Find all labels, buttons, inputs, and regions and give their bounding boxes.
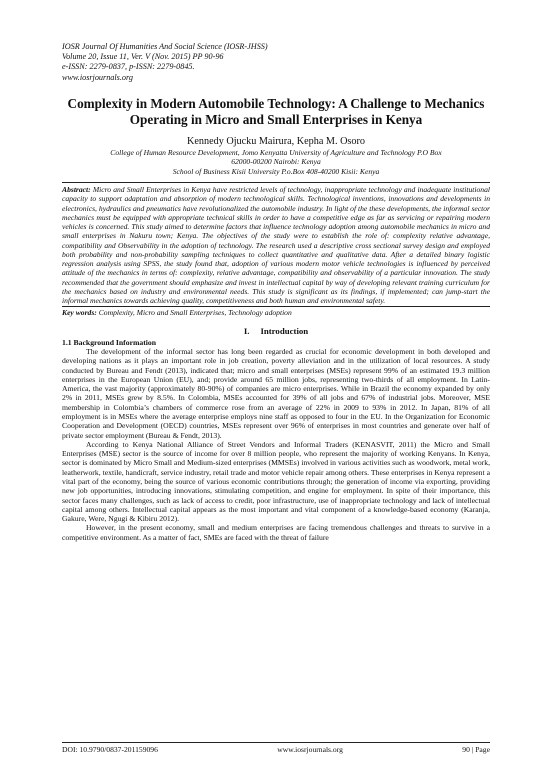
footer-doi[interactable]: DOI: 10.9790/0837-201159096 bbox=[62, 745, 158, 754]
affiliation-line: 62000-00200 Nairobi: Kenya bbox=[231, 157, 321, 167]
page-footer bbox=[62, 742, 490, 754]
section-heading bbox=[62, 326, 490, 336]
abstract bbox=[62, 185, 490, 305]
keywords-text: Complexity, Micro and Small Enterprises, Technology adoption bbox=[98, 308, 292, 318]
keywords bbox=[62, 308, 490, 318]
journal-name: IOSR Journal Of Humanities And Social Science (IOSR-JHSS) bbox=[62, 42, 268, 51]
affiliation-line: School of Business Kisii University P.o.Box 408-40200 Kisii: Kenya bbox=[172, 166, 380, 176]
abstract-label: Abstract: bbox=[62, 185, 91, 195]
section-title: Introduction bbox=[260, 325, 309, 336]
abstract-text: Micro and Small Enterprises in Kenya have restricted levels of technology, inappropriate technology and inadequate institutional capacity to support adaptation and absorption of modern technological skills. Technological inventions, innovations and developments in electronics, hydraulics and pneumatics have revolutionalized the automobile industry. In light of the these developments, the informal sector mechanics must be equipped with appropriate technical skills in order to have a competitive edge as far as servicing or repairing modern vehicles is concerned. This study aimed to determine factors that influence technology adoption among automobile mechanics in micro and small enterprises in Nakuru town; Kenya. The objectives of the study were to establish the role of: complexity relative advantage, compatibility and Observability in the adoption of technology. The research used a descriptive cross sectional survey design and employed both probability and non-probability sampling techniques to collect quantitative and qualitative data. After a detailed binary logistic regression analysis using SPSS, the study found that, adoption of various modern motor vehicle technologies is influenced by perceived attitude of the mechanics in terms of: complexity, relative advantage, compatibility and observability of a particular innovation. The study recommended that the government should emphasize and invest in intellectual capital by way of developing relevant training curriculum for the mechanics based on industry and environmental needs. This study is significant as its findings, if implemented; can jump-start the informal mechanics towards achieving quality, competitiveness and both human and environmental safety. bbox=[62, 185, 491, 306]
footer-site[interactable]: www.iosrjournals.org bbox=[277, 745, 343, 754]
paper-title: Complexity in Modern Automobile Technology: A Challenge to Mechanics Operating in Micro and Small Enterprises in Kenya bbox=[67, 95, 485, 127]
footer-page-number: 90 | Page bbox=[462, 745, 490, 754]
body-paragraph: The development of the informal sector has long been regarded as crucial for economic development in both developed and developing nations as it plays an important role in job creation, poverty alleviation and in the utilization of local resources. A study conducted by Bureau and Fendt (2013), indicated that; micro and small enterprises (MSEs) represent 99% of an estimated 19.3 million enterprises in the European Union (EU), and; provide around 65 million jobs, representing two-thirds of all employment. In Latin-America, the vast majority (approximately 80-90%) of companies are micro enterprises. While in Brazil the economy expanded by only 2% in 2011, MSEs grew by 8.5%. In Colombia, MSEs accounted for 39% of all jobs and 67% of industrial jobs. Moreover, MSE membership in Colombia’s chambers of commerce rose from an average of 22% in 2009 to 93% in 2012. In Japan, 81% of all employment is in MSEs where the average enterprise employs nine staff as opposed to four in the EU. In the Organization for Economic Cooperation and Development (OECD) countries, MSEs represent over 96% of enterprises in most countries and generate over half of private sector employment (Bureau & Fendt, 2013). bbox=[62, 347, 490, 440]
affiliation-line: College of Human Resource Development, Jomo Kenyatta University of Agriculture and Technology P.O Box bbox=[110, 147, 442, 157]
body-paragraph: According to Kenya National Alliance of Street Vendors and Informal Traders (KENASVIT, 2011) the Micro and Small Enterprises (MSE) sector is the source of income for over 8 million people, who represent the majority of working Kenyans. In Kenya, sector is dominated by Micro Small and Medium-sized enterprises (MMSEs) involved in various activities such as woodwork, metal work, leatherwork, textile, handicraft, service industry, retail trade and motor vehicle repair among others. These enterprises in Kenya represent a vital part of the economy, being the source of various economic contributions through; the generation of income via exporting, providing new job opportunities, introducing innovations, stimulating competition, and engine for employment. In spite of their importance, this sector faces many challenges, such as lack of access to credit, poor infrastructure, use of inappropriate technology and lack of intellectual capital among others. Intellectual capital appears as the most important and vital component of a knowledge-based economy (Karanja, Gakure, Were, Ngugi & Kibiru 2012). bbox=[62, 439, 490, 524]
journal-website[interactable]: www.iosrjournals.org bbox=[62, 72, 133, 82]
abstract-section bbox=[62, 182, 490, 307]
keywords-label: Key words: bbox=[62, 308, 97, 318]
volume-info: Volume 20, Issue 11, Ver. V (Nov. 2015) PP 90-96 bbox=[62, 52, 224, 62]
body-paragraph: However, in the present economy, small and medium enterprises are facing tremendous challenges and threats to survive in a competitive environment. As a matter of fact, SMEs are faced with the threat of failure bbox=[62, 523, 490, 542]
affiliations bbox=[62, 148, 490, 176]
subsection-heading: 1.1 Background Information bbox=[62, 337, 157, 347]
journal-header bbox=[62, 42, 490, 83]
authors: Kennedy Ojucku Mairura, Kepha M. Osoro bbox=[187, 135, 365, 147]
paper-page bbox=[62, 42, 490, 542]
issn-info: e-ISSN: 2279-0837, p-ISSN: 2279-0845. bbox=[62, 62, 195, 72]
section-number: I. bbox=[243, 325, 250, 336]
